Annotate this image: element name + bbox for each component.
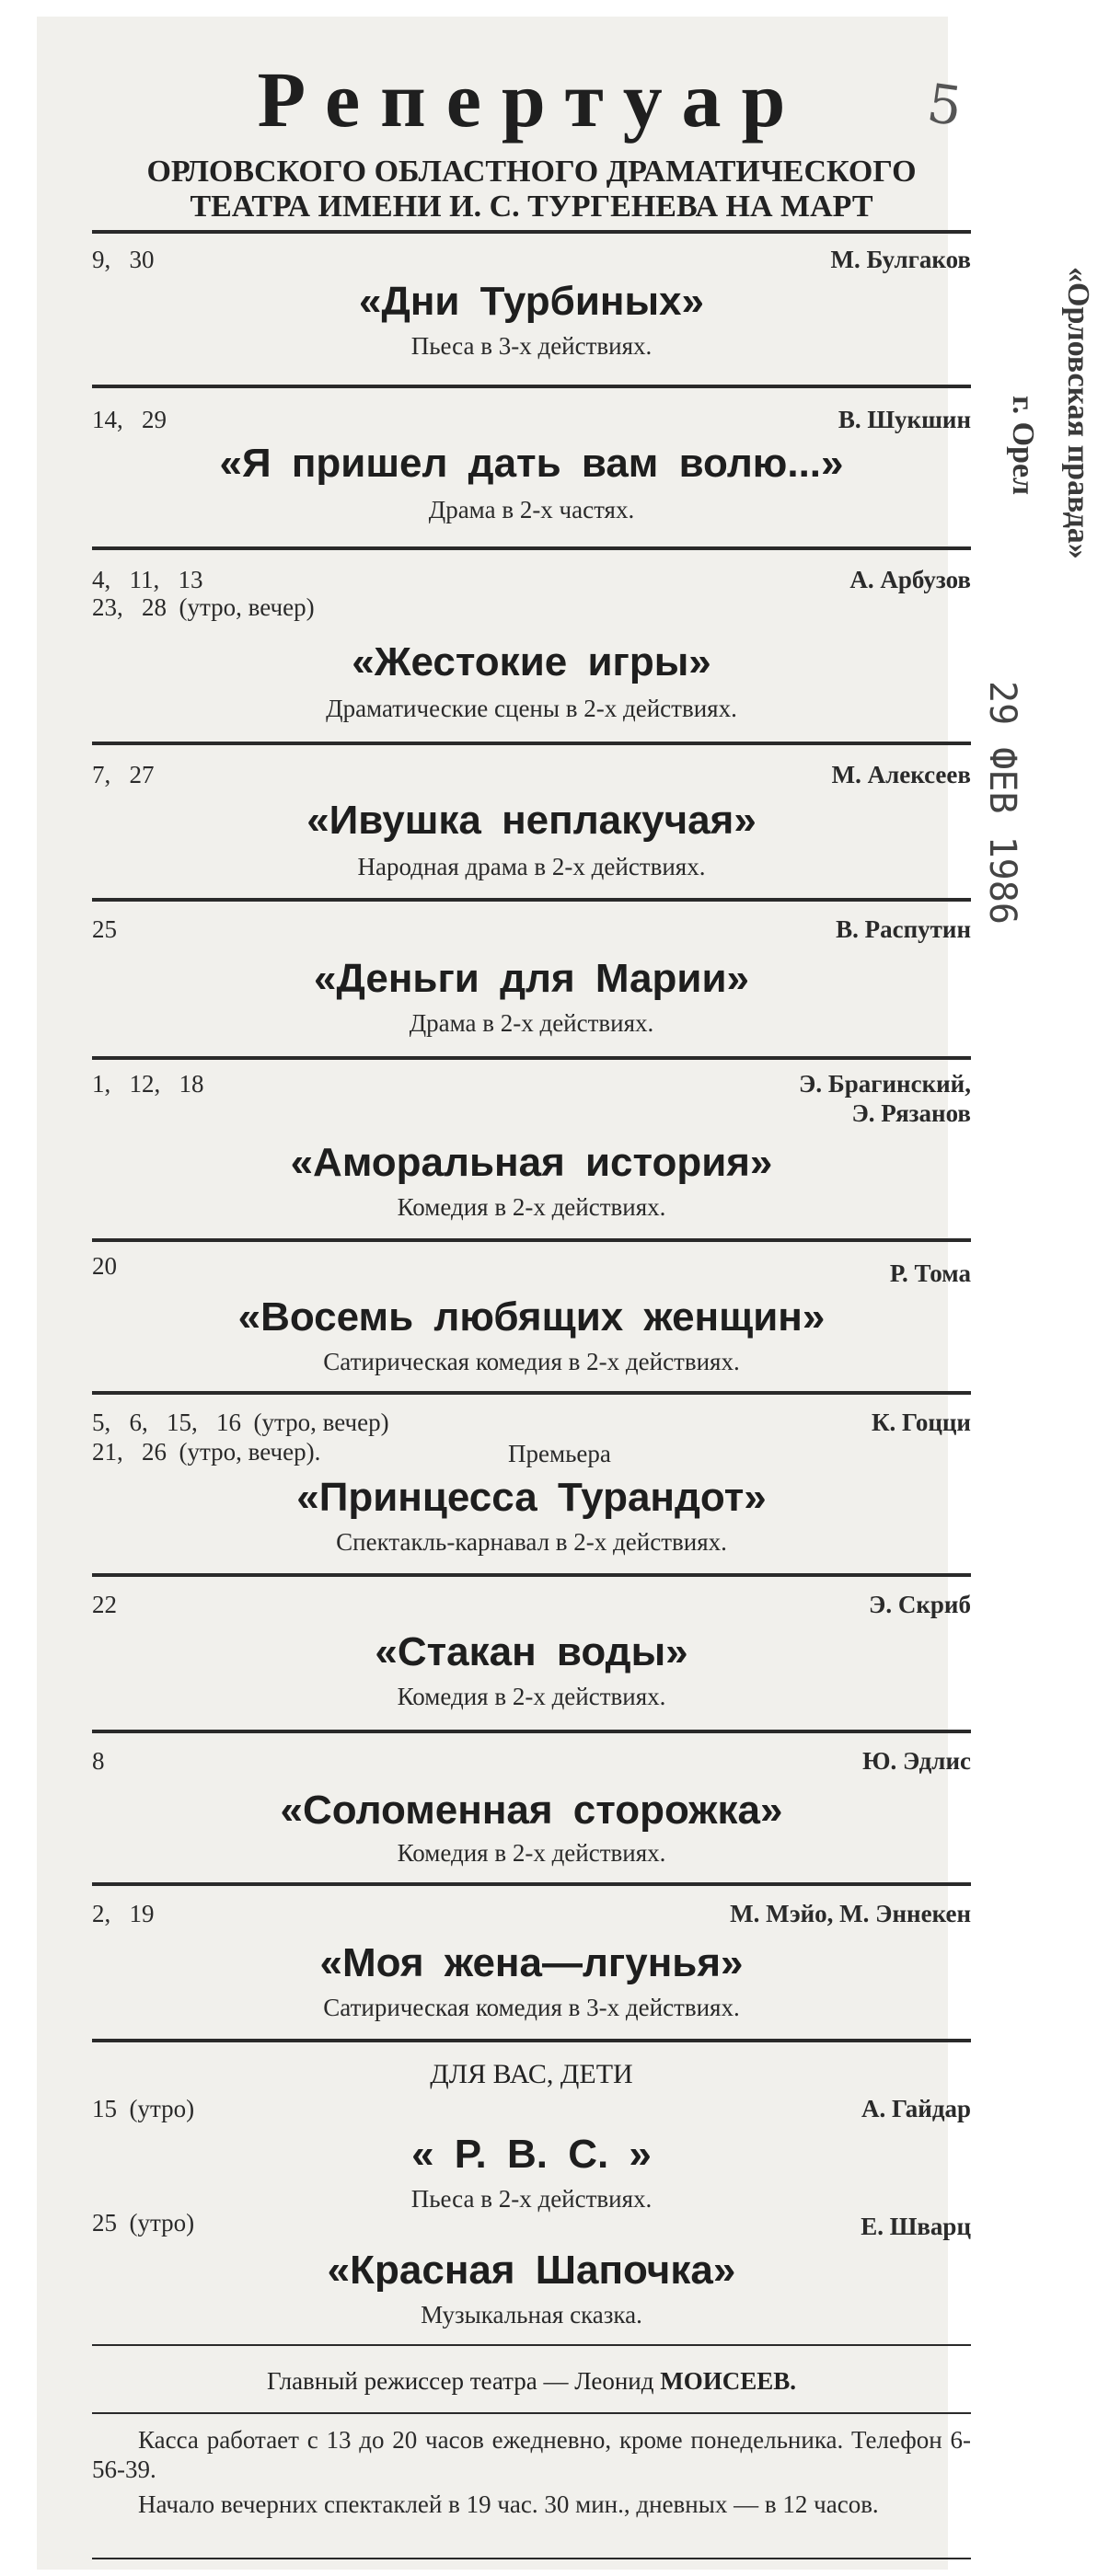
divider	[92, 2412, 971, 2414]
play-dates: 1, 12, 18	[92, 1070, 204, 1098]
divider	[92, 2039, 971, 2042]
play-author: А. Арбузов	[849, 566, 971, 593]
divider	[92, 1056, 971, 1060]
play-genre: Народная драма в 2-х действиях.	[357, 853, 706, 880]
play-genre: Сатирическая комедия в 3-х действиях.	[323, 1994, 740, 2021]
start-times-note: Начало вечерних спектаклей в 19 час. 30 мин., дневных — в 12 часов.	[138, 2490, 879, 2518]
divider	[92, 385, 971, 388]
date-stamp: 29 ФЕВ 1986	[981, 681, 1023, 925]
play-genre: Пьеса в 2-х действиях.	[410, 2185, 653, 2213]
director-credit	[92, 2366, 971, 2396]
divider	[92, 2558, 971, 2559]
play-author: В. Шукшин	[838, 406, 971, 433]
play-title: «Красная Шапочка»	[327, 2248, 736, 2293]
play-author: Э. Скриб	[869, 1591, 971, 1618]
play-dates: 5, 6, 15, 16 (утро, вечер)	[92, 1409, 389, 1436]
box-office-note: Касса работает с 13 до 20 часов ежедневно, кроме понедельника. Телефон 6-56-39.	[92, 2426, 971, 2483]
play-author: К. Гоцци	[871, 1409, 971, 1436]
newspaper-clipping	[37, 17, 971, 2570]
newspaper-name: «Орловская правда»	[1061, 267, 1095, 559]
play-dates: 9, 30	[92, 246, 155, 273]
play-dates: 7, 27	[92, 761, 155, 788]
play-dates: 4, 11, 13	[92, 566, 203, 593]
play-author: В. Распутин	[836, 915, 971, 943]
play-genre: Пьеса в 3-х действиях.	[410, 332, 653, 360]
divider	[92, 1238, 971, 1242]
play-dates: 15 (утро)	[92, 2095, 195, 2122]
play-dates: 2, 19	[92, 1900, 155, 1927]
divider	[92, 546, 971, 550]
play-genre: Драма в 2-х действиях.	[409, 1009, 654, 1037]
play-genre: Музыкальная сказка.	[421, 2301, 642, 2329]
play-author: Ю. Эдлис	[862, 1747, 971, 1775]
page-title: Репертуар	[257, 55, 806, 144]
play-dates: 8	[92, 1747, 105, 1775]
play-dates: 25 (утро)	[92, 2209, 195, 2237]
play-title: « Р. В. С. »	[411, 2132, 652, 2177]
play-dates: 21, 26 (утро, вечер).	[92, 1438, 321, 1466]
play-dates: 20	[92, 1252, 117, 1280]
premiere-badge: Премьера	[508, 1440, 611, 1467]
play-title: «Аморальная история»	[290, 1140, 773, 1185]
play-title: «Принцесса Турандот»	[296, 1475, 767, 1520]
handwritten-number: 5	[923, 71, 966, 139]
subtitle-line2: ТЕАТРА ИМЕНИ И. С. ТУРГЕНЕВА НА МАРТ	[190, 190, 873, 224]
play-genre: Комедия в 2-х действиях.	[397, 1839, 666, 1867]
play-author: Э. Брагинский, Э. Рязанов	[799, 1070, 971, 1127]
play-author: Е. Шварц	[861, 2213, 971, 2240]
play-dates: 23, 28 (утро, вечер)	[92, 593, 315, 621]
play-title: «Стакан воды»	[375, 1629, 688, 1674]
divider	[92, 1730, 971, 1733]
director-label: Главный режиссер театра — Леонид	[267, 2367, 654, 2395]
play-genre: Драма в 2-х частях.	[428, 496, 635, 523]
children-heading: ДЛЯ ВАС, ДЕТИ	[430, 2059, 633, 2089]
director-name: МОИСЕЕВ.	[660, 2367, 796, 2395]
play-title: «Деньги для Марии»	[314, 956, 749, 1001]
play-title: «Дни Турбиных»	[359, 279, 704, 324]
play-title: «Восемь любящих женщин»	[237, 1294, 826, 1340]
play-title: «Жестокие игры»	[352, 639, 711, 684]
play-genre: Драматические сцены в 2-х действиях.	[326, 695, 737, 722]
play-dates: 14, 29	[92, 406, 167, 433]
play-title: «Ивушка неплакучая»	[306, 798, 757, 843]
play-author: Р. Тома	[889, 1259, 971, 1287]
divider	[92, 1573, 971, 1577]
play-genre: Комедия в 2-х действиях.	[397, 1683, 666, 1710]
play-author: М. Булгаков	[830, 246, 971, 273]
play-author: А. Гайдар	[861, 2095, 971, 2122]
play-genre: Спектакль-карнавал в 2-х действиях.	[336, 1528, 727, 1556]
play-genre: Сатирическая комедия в 2-х действиях.	[323, 1348, 740, 1375]
divider	[92, 230, 971, 234]
play-title: «Соломенная сторожка»	[280, 1788, 783, 1833]
play-genre: Комедия в 2-х действиях.	[397, 1193, 666, 1221]
play-author: М. Алексеев	[831, 761, 971, 788]
subtitle-line1: ОРЛОВСКОГО ОБЛАСТНОГО ДРАМАТИЧЕСКОГО	[146, 155, 917, 189]
divider	[92, 1391, 971, 1395]
divider	[92, 742, 971, 745]
divider	[92, 2344, 971, 2346]
divider	[92, 1882, 971, 1886]
city-label: г. Орел	[1006, 396, 1040, 496]
play-title: «Я пришел дать вам волю...»	[219, 441, 844, 486]
play-dates: 25	[92, 915, 117, 943]
play-dates: 22	[92, 1591, 117, 1618]
play-title: «Моя жена—лгунья»	[319, 1940, 744, 1985]
play-author: М. Мэйо, М. Эннекен	[730, 1900, 971, 1927]
divider	[92, 898, 971, 902]
